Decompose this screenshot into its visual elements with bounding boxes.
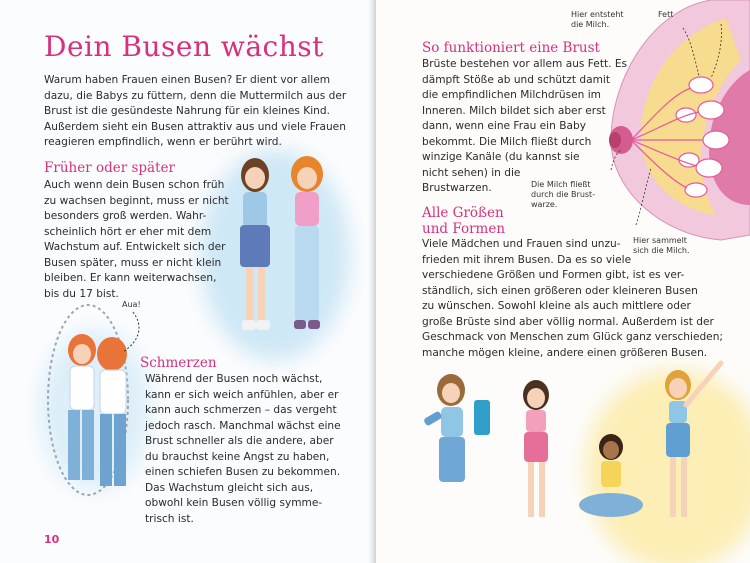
section-heading-brust: So funktioniert eine Brust — [422, 40, 600, 56]
breast-anatomy-diagram — [591, 0, 750, 250]
text-line: bis du 17 bist. — [44, 287, 119, 300]
page-number: 10 — [44, 533, 60, 546]
page-title: Dein Busen wächst — [44, 30, 324, 63]
label-fat: Fett — [658, 10, 674, 19]
section-heading-groessen — [422, 205, 505, 237]
label-milk-flows — [531, 180, 595, 210]
text-line: bekommt. Die Milch fließt durch — [422, 135, 592, 148]
text-line: trisch ist. — [145, 512, 194, 525]
text-line: du brauchst keine Angst zu haben, — [145, 450, 330, 463]
text-line: Das Wachstum gleicht sich aus, — [145, 481, 314, 494]
text-line: dämpft Stöße ab und schützt damit — [422, 73, 610, 86]
groessen-paragraph — [422, 237, 723, 361]
text-line: einen schiefen Busen zu bekommen. — [145, 466, 341, 478]
intro-line: Warum haben Frauen einen Busen? Er dient vor allem — [44, 74, 331, 86]
text-line: ständlich, sich einen größeren oder kleineren Busen — [422, 284, 698, 297]
label-line: Hier sammelt — [633, 236, 687, 245]
label-line: sich die Milch. — [633, 246, 690, 255]
text-line: frieden mit ihrem Busen. Da es so viele — [422, 253, 632, 266]
section-heading-frueher: Früher oder später — [44, 160, 175, 176]
section-heading-schmerzen: Schmerzen — [140, 355, 217, 371]
heading-line: und Formen — [422, 221, 506, 237]
text-line: Viele Mädchen und Frauen sind unzu- — [422, 238, 621, 250]
intro-line: reagieren empfindlich, wenn er berührt wird. — [44, 136, 282, 148]
text-line: zu wachsen beginnt, muss er nicht — [44, 194, 229, 207]
text-line: zu wünschen. Sowohl kleine als auch mittlere oder — [422, 300, 691, 312]
text-line: Brüste bestehen vor allem aus Fett. Es — [422, 58, 628, 70]
label-line: die Milch. — [571, 20, 610, 29]
text-line: Busen später, muss er nicht klein — [44, 256, 222, 269]
intro-line: Außerdem sieht ein Busen attraktiv aus und viele Frauen — [44, 120, 346, 133]
text-line: nicht sehen) in die — [422, 166, 521, 179]
text-line: Geschmack von Menschen zum Glück ganz verschieden; — [422, 331, 723, 343]
text-line: die empfindlichen Milchdrüsen im — [422, 89, 601, 101]
text-line: kann er sich weich anfühlen, aber er — [145, 388, 339, 401]
text-line: Auch wenn dein Busen schon früh — [44, 179, 225, 191]
text-line: bleiben. Er kann weiterwachsen, — [44, 272, 217, 284]
text-line: kann auch schmerzen – das vergeht — [145, 404, 337, 416]
intro-line: Brust ist die gesündeste Nahrung für ein kleines Kind. — [44, 105, 330, 117]
right-page — [376, 0, 750, 563]
intro-line: dazu, die Babys zu füttern, denn die Muttermilch aus der — [44, 89, 347, 102]
text-line: scheinlich hört er eher mit dem — [44, 225, 212, 238]
text-line: Inneren. Milch bildet sich aber erst — [422, 104, 606, 117]
text-line: jedoch rasch. Manchmal wächst eine — [145, 419, 341, 432]
text-line: Brust schneller als die andere, aber — [145, 435, 334, 447]
text-line: verschiedene Größen und Formen gibt, ist es ver- — [422, 269, 685, 281]
text-line: dann, wenn eine Frau ein Baby — [422, 120, 586, 132]
left-page — [0, 0, 374, 563]
aua-arrow — [115, 310, 145, 355]
text-line: Während der Busen noch wächst, — [145, 373, 323, 385]
aua-label: Aua! — [122, 300, 141, 309]
text-line: Brustwarzen. — [422, 182, 492, 194]
label-line: durch die Brust- — [531, 190, 596, 199]
intro-paragraph — [44, 73, 346, 151]
text-line: obwohl kein Busen völlig symme- — [145, 497, 323, 509]
four-girls-illustration — [416, 355, 736, 545]
text-line: winzige Kanäle (du kannst sie — [422, 151, 580, 163]
label-line: Die Milch fließt — [531, 180, 591, 189]
schmerzen-paragraph — [145, 372, 341, 527]
heading-line: Alle Größen — [422, 205, 504, 221]
text-line: manche mögen kleine, andere einen größeren Busen. — [422, 346, 708, 359]
label-line: warze. — [531, 200, 558, 209]
two-girls-illustration — [215, 150, 340, 350]
frueher-paragraph — [44, 178, 229, 302]
text-line: große Brüste sind aber völlig normal. Außerdem ist der — [422, 315, 714, 328]
text-line: Wachstum auf. Entwickelt sich der — [44, 241, 226, 253]
label-line: Hier entsteht — [571, 10, 624, 19]
text-line: besonders groß werden. Wahr- — [44, 210, 207, 222]
label-milk-made — [571, 10, 624, 30]
